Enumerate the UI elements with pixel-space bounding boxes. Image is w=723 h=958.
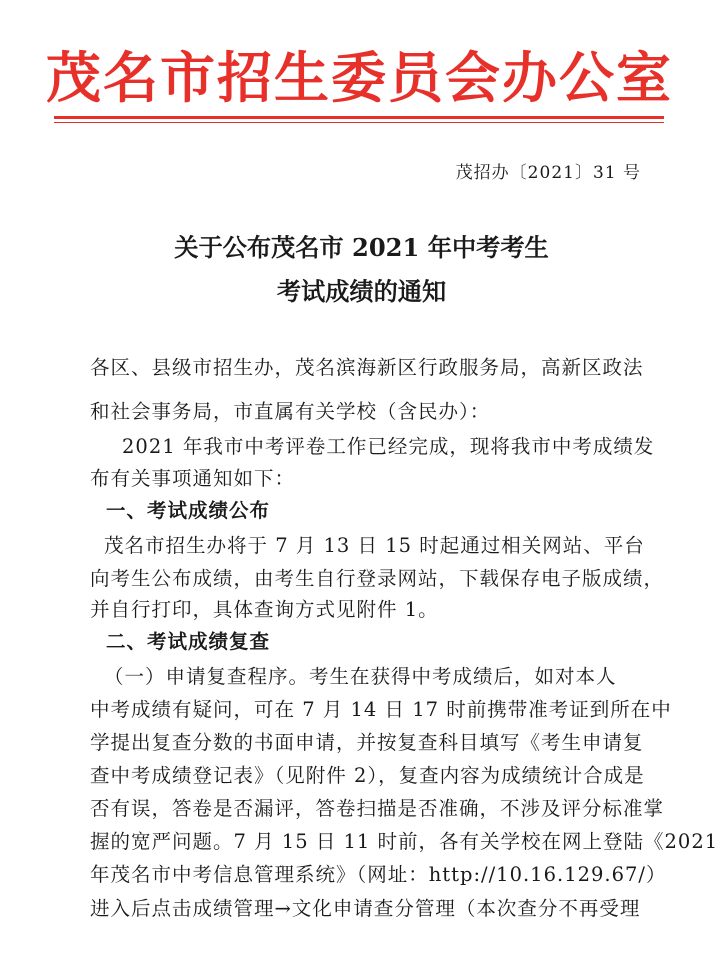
red-divider-thick <box>54 116 664 119</box>
section-2-heading: 二、考试成绩复查 <box>106 630 271 653</box>
section-1-line-3: 并自行打印，具体查询方式见附件 1。 <box>90 598 439 621</box>
section-2-line-6: 握的宽严问题。7 月 15 日 11 时前，各有关学校在网上登陆《2021 <box>90 830 719 853</box>
section-2-line-2: 中考成绩有疑问，可在 7 月 14 日 17 时前携带准考证到所在中 <box>90 698 672 721</box>
intro-line-2: 布有关事项通知如下： <box>90 467 296 490</box>
section-2-line-1: （一）申请复查程序。考生在获得中考成绩后，如对本人 <box>104 665 617 688</box>
red-divider-thin <box>54 122 664 123</box>
document-number: 茂招办〔2021〕31 号 <box>455 163 641 183</box>
section-2-line-7: 年茂名市中考信息管理系统》（网址：http://10.16.129.67/） <box>90 863 667 886</box>
section-2-line-8: 进入后点击成绩管理→文化申请查分管理（本次查分不再受理 <box>90 897 641 920</box>
section-1-line-2: 向考生公布成绩，由考生自行登录网站，下载保存电子版成绩， <box>90 567 665 590</box>
section-2-line-3: 学提出复查分数的书面申请，并按复查科目填写《考生申请复 <box>90 731 644 754</box>
section-1-heading: 一、考试成绩公布 <box>106 499 271 522</box>
section-1-line-1: 茂名市招生办将于 7 月 13 日 15 时起通过相关网站、平台 <box>104 534 645 557</box>
section-2-line-4: 查中考成绩登记表》（见附件 2），复查内容为成绩统计合成是 <box>90 764 645 787</box>
addressee-line-1: 各区、县级市招生办，茂名滨海新区行政服务局，高新区政法 <box>90 356 644 379</box>
document-title-line-1: 关于公布茂名市 2021 年中考考生 <box>174 233 549 262</box>
addressee-line-2: 和社会事务局，市直属有关学校（含民办）： <box>90 400 491 423</box>
section-2-line-5: 否有误，答卷是否漏评，答卷扫描是否准确，不涉及评分标准掌 <box>90 797 665 820</box>
issuing-office-header: 茂名市招生委员会办公室 <box>46 45 674 110</box>
document-title-line-2: 考试成绩的通知 <box>276 277 447 306</box>
intro-line-1: 2021 年我市中考评卷工作已经完成，现将我市中考成绩发 <box>122 435 655 458</box>
